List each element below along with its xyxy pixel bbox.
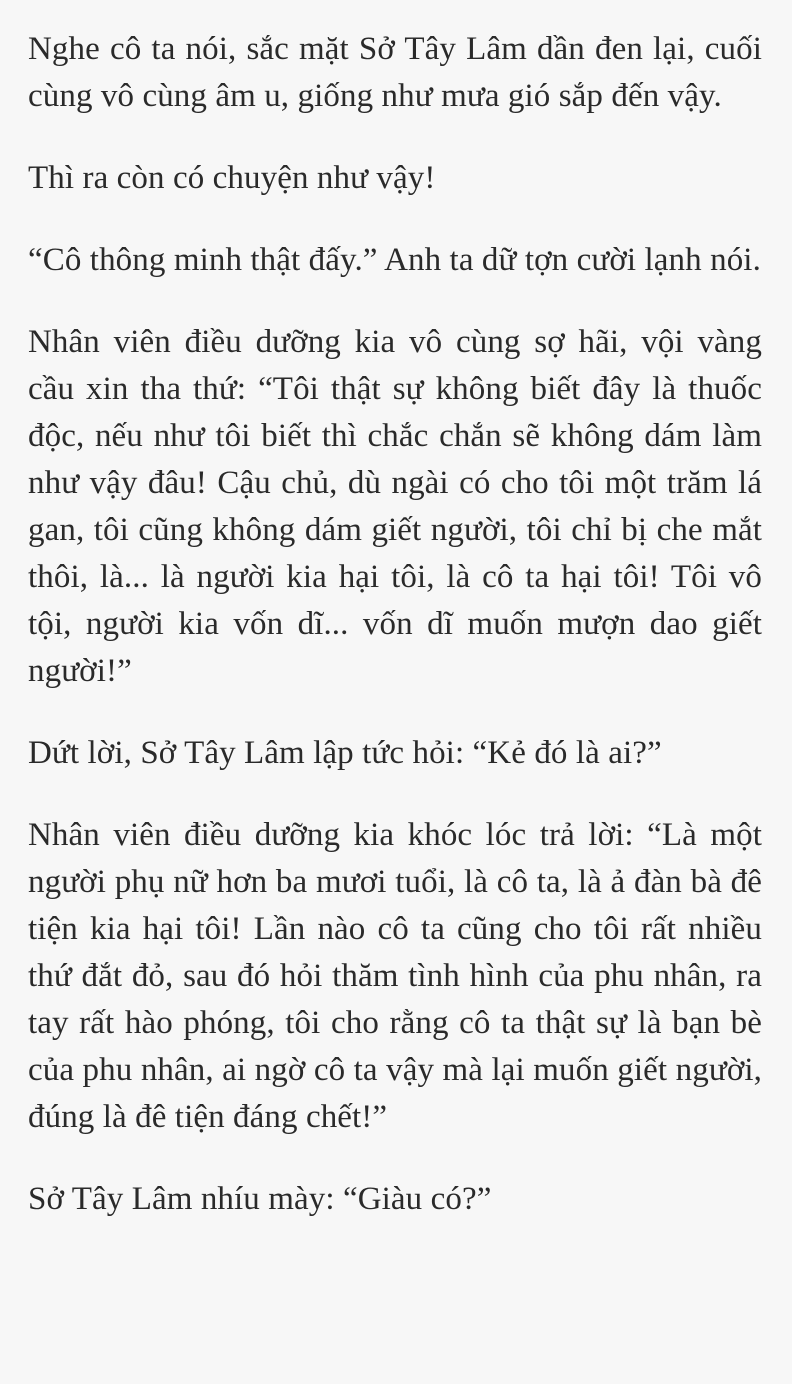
paragraph-2: Thì ra còn có chuyện như vậy! bbox=[28, 160, 436, 196]
paragraph-6: Nhân viên điều dưỡng kia khóc lóc trả lời: “Là một người phụ nữ hơn ba mươi tuổi, là cô ta, là ả đàn bà đê tiện kia hại tôi! Lần nào cô ta cũng cho tôi rất nhiều thứ đắt đỏ, sau đó hỏi thăm tình hình của phu nhân, ra tay rất hào phóng, tôi cho rằng cô ta thật sự là bạn bè của phu nhân, ai ngờ cô ta vậy mà lại muốn giết người, đúng là đê tiện đáng chết!” bbox=[28, 817, 762, 1135]
paragraph-4: Nhân viên điều dưỡng kia vô cùng sợ hãi, vội vàng cầu xin tha thứ: “Tôi thật sự không biết đây là thuốc độc, nếu như tôi biết thì chắc chắn sẽ không dám làm như vậy đâu! Cậu chủ, dù ngài có cho tôi một trăm lá gan, tôi cũng không dám giết người, tôi chỉ bị che mắt thôi, là... là người kia hại tôi, là cô ta hại tôi! Tôi vô tội, người kia vốn dĩ... vốn dĩ muốn mượn dao giết người!” bbox=[28, 324, 762, 689]
paragraph-3: “Cô thông minh thật đấy.” Anh ta dữ tợn cười lạnh nói. bbox=[28, 242, 761, 278]
reader-page bbox=[28, 26, 762, 1223]
paragraph-7: Sở Tây Lâm nhíu mày: “Giàu có?” bbox=[28, 1181, 492, 1217]
paragraph-1: Nghe cô ta nói, sắc mặt Sở Tây Lâm dần đen lại, cuối cùng vô cùng âm u, giống như mưa gió sắp đến vậy. bbox=[28, 31, 762, 114]
paragraph-5: Dứt lời, Sở Tây Lâm lập tức hỏi: “Kẻ đó là ai?” bbox=[28, 735, 662, 771]
